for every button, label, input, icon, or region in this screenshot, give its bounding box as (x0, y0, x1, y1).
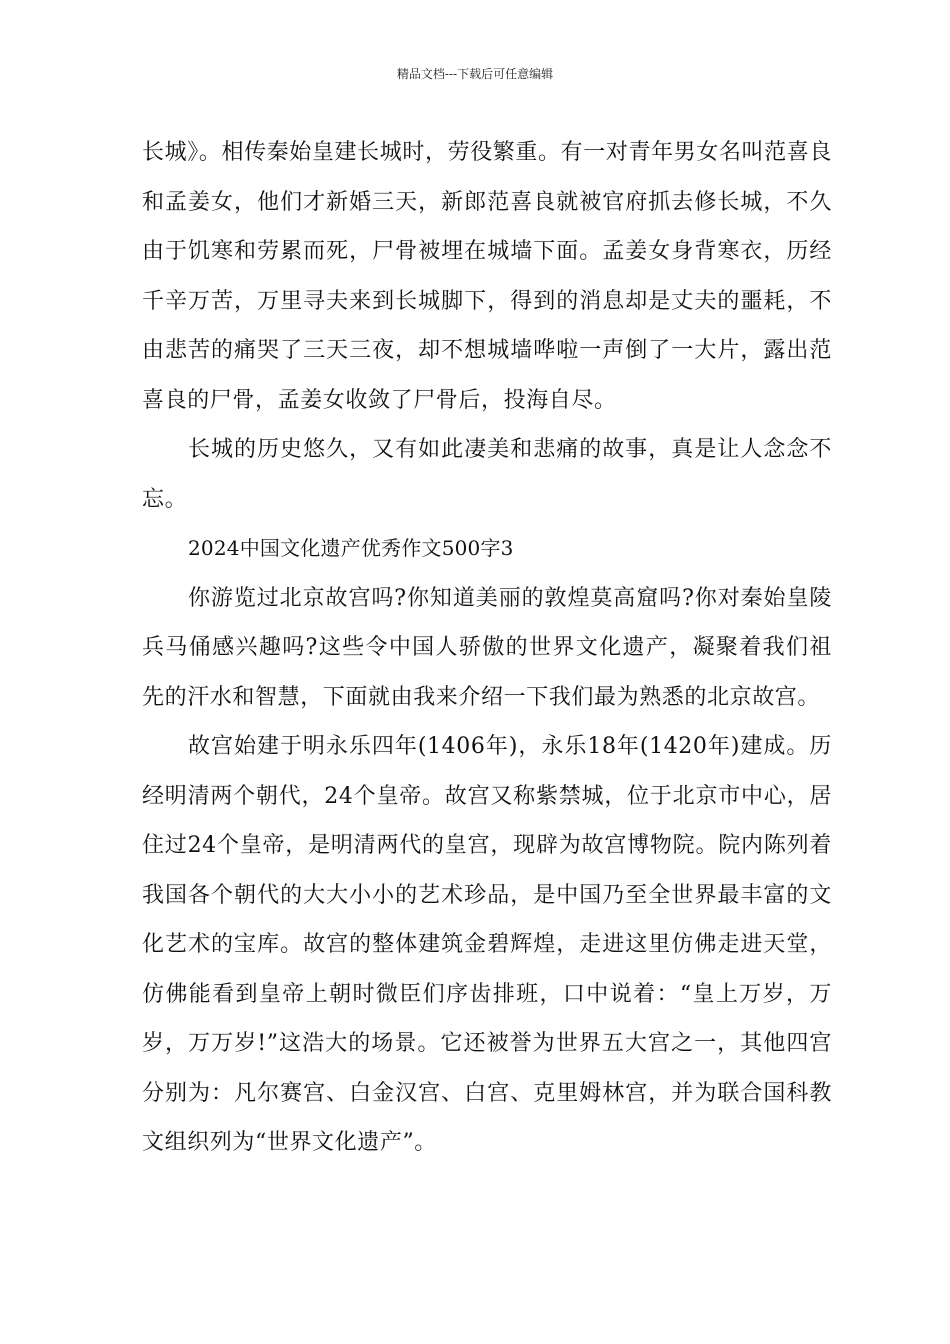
essay-title: 2024中国文化遗产优秀作文500字3 (188, 536, 514, 560)
document-body (142, 128, 832, 1168)
paragraph-forbidden-city-history: 故宫始建于明永乐四年(1406年)，永乐18年(1420年)建成。历经明清两个朝代，24个皇帝。故宫又称紫禁城，位于北京市中心，居住过24个皇帝，是明清两代的皇宫，现辟为故宫博物院。院内陈列着我国各个朝代的大大小小的艺术珍品，是中国乃至全世界最丰富的文化艺术的宝库。故宫的整体建筑金碧辉煌，走进这里仿佛走进天堂，仿佛能看到皇帝上朝时微臣们序齿排班，口中说着：“皇上万岁，万岁，万万岁!”这浩大的场景。它还被誉为世界五大宫之一，其他四宫分别为：凡尔赛宫、白金汉宫、白宫、克里姆林宫，并为联合国科教文组织列为“世界文化遗产”。 (142, 734, 832, 1155)
paragraph-forbidden-city-intro: 你游览过北京故宫吗?你知道美丽的敦煌莫高窟吗?你对秦始皇陵兵马俑感兴趣吗?这些令中国人骄傲的世界文化遗产，凝聚着我们祖先的汗水和智慧，下面就由我来介绍一下我们最为熟悉的北京故宫。 (142, 585, 832, 710)
paragraph-great-wall-conclusion: 长城的历史悠久，又有如此凄美和悲痛的故事，真是让人念念不忘。 (142, 437, 832, 512)
page-header: 精品文档---下载后可任意编辑 (396, 67, 554, 81)
paragraph-great-wall-legend: 长城》。相传秦始皇建长城时，劳役繁重。有一对青年男女名叫范喜良和孟姜女，他们才新婚三天，新郎范喜良就被官府抓去修长城，不久由于饥寒和劳累而死，尸骨被埋在城墙下面。孟姜女身背寒衣，历经千辛万苦，万里寻夫来到长城脚下，得到的消息却是丈夫的噩耗，不由悲苦的痛哭了三天三夜，却不想城墙哗啦一声倒了一大片，露出范喜良的尸骨，孟姜女收敛了尸骨后，投海自尽。 (142, 140, 832, 413)
